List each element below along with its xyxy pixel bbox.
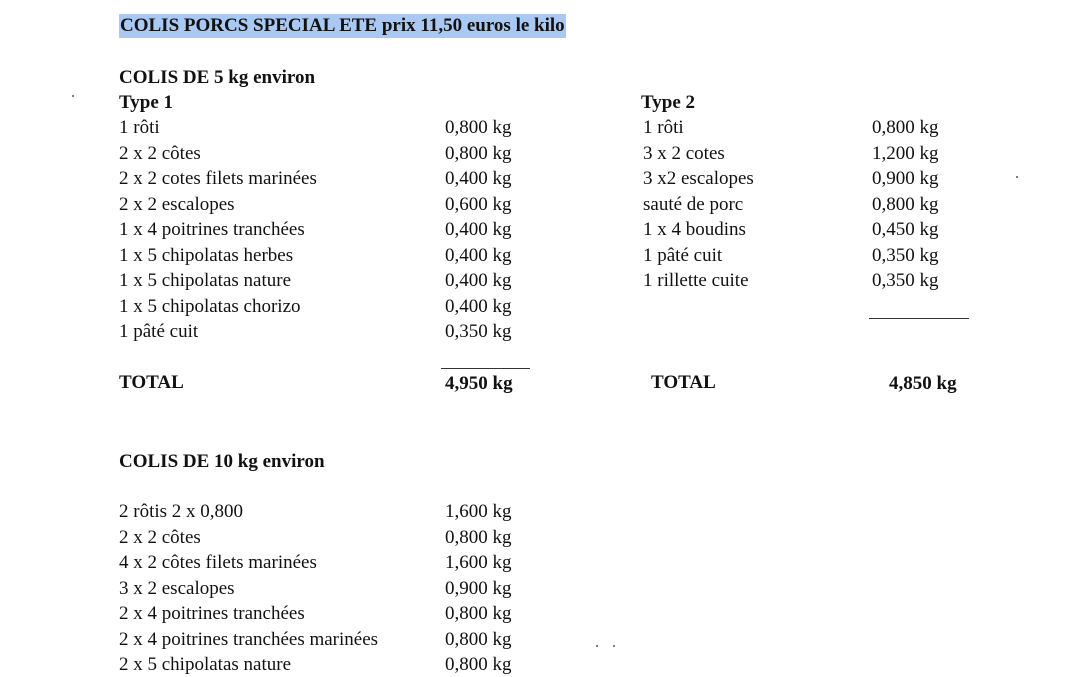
type1-item-weight: 0,350 kg <box>445 321 512 342</box>
colis10-item-name: 2 x 2 côtes <box>119 526 201 548</box>
type1-item-name: 1 x 4 poitrines tranchées <box>119 219 305 240</box>
colis10-item-weight: 0,800 kg <box>445 603 512 624</box>
colis10-item-weight: 0,800 kg <box>445 526 512 548</box>
type2-item-weight: 0,450 kg <box>872 219 939 240</box>
type2-label: Type 2 <box>641 92 696 113</box>
type2-item-name: 3 x 2 cotes <box>643 142 725 164</box>
type2-item-name: 1 pâté cuit <box>643 244 723 266</box>
type2-item-weight: 0,350 kg <box>872 270 939 291</box>
colis10-item-name: 2 rôtis 2 x 0,800 <box>119 501 244 522</box>
type1-item-name: 1 rôti <box>119 117 160 138</box>
type1-item-name: 1 x 5 chipolatas nature <box>119 270 292 291</box>
type1-item-name: 2 x 2 cotes filets marinées <box>119 168 317 189</box>
type1-sum-rule <box>441 368 530 369</box>
type1-item-name: 1 x 5 chipolatas chorizo <box>119 295 301 317</box>
type1-item-name: 2 x 2 côtes <box>119 142 201 164</box>
type1-item-weight: 0,400 kg <box>445 168 512 189</box>
type1-item-name: 1 x 5 chipolatas herbes <box>119 244 294 266</box>
scan-speck <box>1016 176 1018 178</box>
type2-item-name: 3 x2 escalopes <box>643 168 754 189</box>
type1-item-name: 1 pâté cuit <box>119 321 199 342</box>
colis-10kg-heading: COLIS DE 10 kg environ <box>119 451 325 472</box>
type2-item-weight: 0,800 kg <box>872 193 939 215</box>
type2-item-weight: 0,350 kg <box>872 244 939 266</box>
colis10-item-name: 2 x 4 poitrines tranchées <box>119 603 305 624</box>
type1-item-weight: 0,400 kg <box>445 295 512 317</box>
type1-total-value: 4,950 kg <box>445 373 513 394</box>
colis10-item-weight: 1,600 kg <box>445 501 512 522</box>
type2-sum-rule <box>869 318 969 319</box>
type1-total-label: TOTAL <box>119 372 184 393</box>
colis10-item-weight: 1,600 kg <box>445 552 512 573</box>
document-title: COLIS PORCS SPECIAL ETE prix 11,50 euros le kilo <box>120 15 565 36</box>
colis-5kg-heading: COLIS DE 5 kg environ <box>119 67 316 88</box>
colis10-item-weight: 0,900 kg <box>445 577 512 599</box>
type2-item-name: sauté de porc <box>643 193 744 215</box>
scan-speck <box>72 95 74 97</box>
type2-item-weight: 1,200 kg <box>872 142 939 164</box>
type1-item-weight: 0,800 kg <box>445 117 512 138</box>
type1-label: Type 1 <box>119 92 174 113</box>
colis10-item-name: 2 x 5 chipolatas nature <box>119 654 292 675</box>
type1-item-weight: 0,400 kg <box>445 244 512 266</box>
type1-item-weight: 0,400 kg <box>445 219 512 240</box>
type1-item-weight: 0,800 kg <box>445 142 512 164</box>
type1-item-weight: 0,400 kg <box>445 270 512 291</box>
colis10-item-name: 4 x 2 côtes filets marinées <box>119 552 317 573</box>
type2-item-name: 1 rillette cuite <box>643 270 749 291</box>
colis10-item-name: 2 x 4 poitrines tranchées marinées <box>119 628 379 650</box>
colis10-item-weight: 0,800 kg <box>445 628 512 650</box>
type2-item-name: 1 x 4 boudins <box>643 219 746 240</box>
type2-total-value: 4,850 kg <box>889 373 957 394</box>
scan-speck <box>596 645 598 647</box>
type1-item-weight: 0,600 kg <box>445 193 512 215</box>
scan-speck <box>613 645 615 647</box>
type1-item-name: 2 x 2 escalopes <box>119 193 235 215</box>
colis10-item-name: 3 x 2 escalopes <box>119 577 235 599</box>
type2-item-name: 1 rôti <box>643 117 684 138</box>
type2-item-weight: 0,900 kg <box>872 168 939 189</box>
colis10-item-weight: 0,800 kg <box>445 654 512 675</box>
type2-total-label: TOTAL <box>651 372 716 393</box>
type2-item-weight: 0,800 kg <box>872 117 939 138</box>
